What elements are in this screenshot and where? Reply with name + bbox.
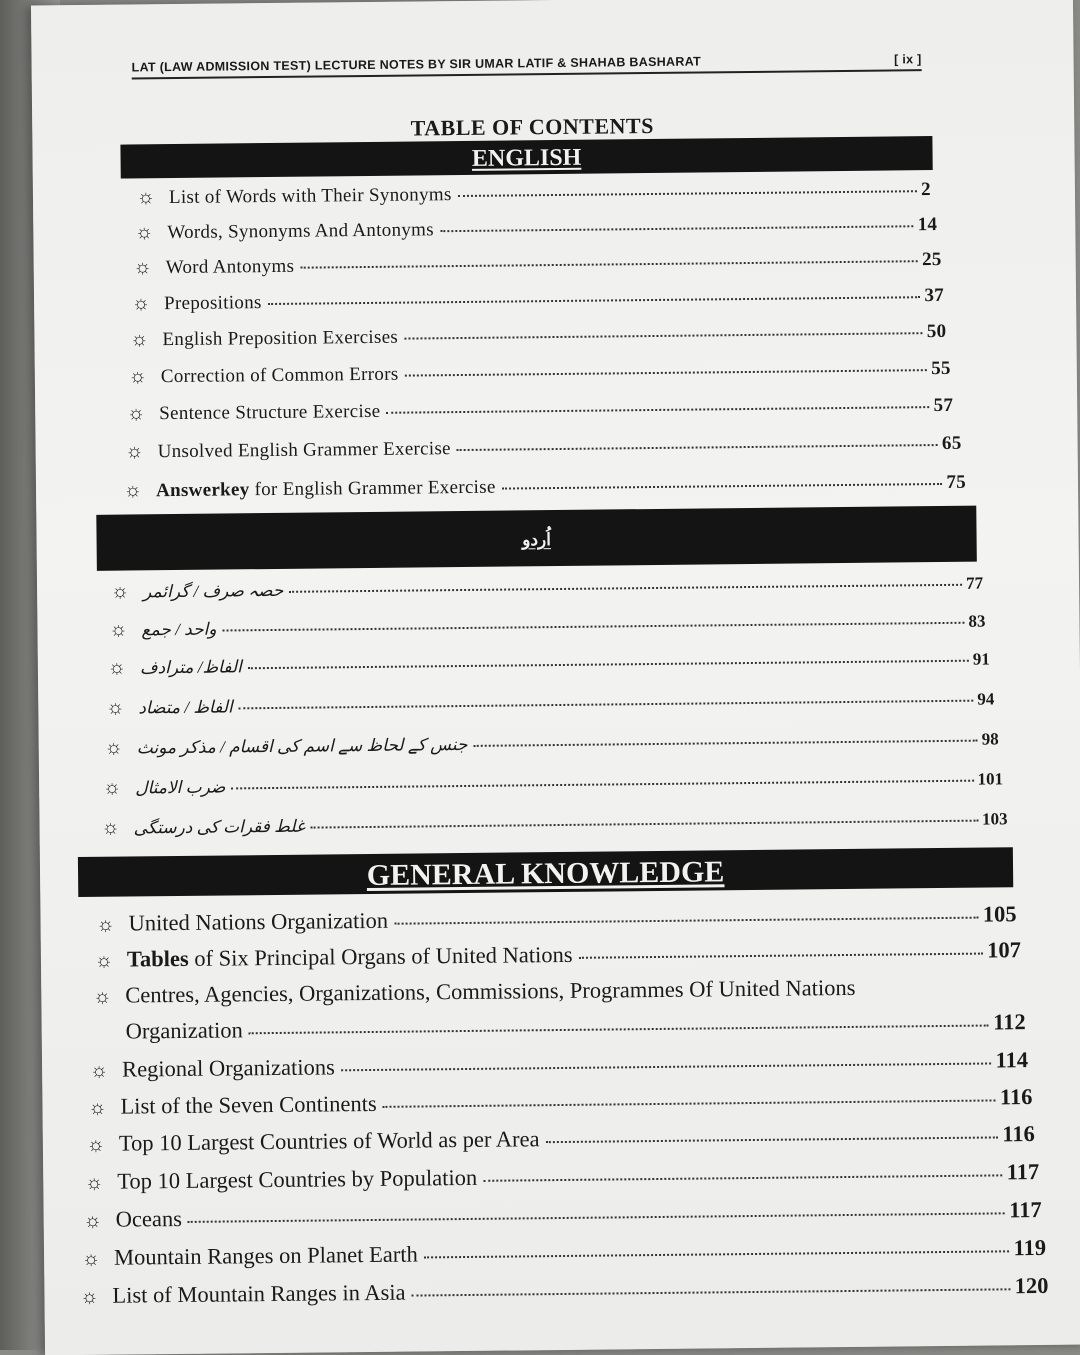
entry-page: 77 <box>965 573 984 593</box>
toc-entry <box>122 432 962 464</box>
entry-label: Sentence Structure Exercise <box>159 400 381 425</box>
entry-page: 117 <box>1006 1158 1040 1185</box>
entry-page: 37 <box>924 284 945 307</box>
sun-bullet-icon: ☼ <box>94 949 114 972</box>
sun-bullet-icon: ☼ <box>106 696 125 719</box>
leader-dots <box>473 740 977 747</box>
entry-page: 55 <box>931 357 951 380</box>
leader-dots <box>458 190 918 197</box>
leader-dots <box>231 780 973 790</box>
sun-bullet-icon: ☼ <box>128 365 148 388</box>
entry-label: English Preposition Exercises <box>162 326 399 351</box>
entry-page: 101 <box>977 769 1004 789</box>
leader-dots <box>222 622 964 632</box>
leader-dots <box>311 820 978 829</box>
sun-bullet-icon: ☼ <box>86 1133 106 1156</box>
entry-label: List of Mountain Ranges in Asia <box>112 1279 406 1308</box>
toc-entry <box>123 394 953 426</box>
toc-entry-urdu <box>97 807 1007 840</box>
toc-entry-urdu <box>107 572 983 604</box>
sun-bullet-icon: ☼ <box>110 580 130 603</box>
sun-bullet-icon: ☼ <box>126 402 146 425</box>
sun-bullet-icon: ☼ <box>80 1285 99 1309</box>
entry-label: جنس کے لحاظ سے اسم کی اقسام / مذکر مونث <box>136 734 468 758</box>
leader-dots <box>289 584 962 593</box>
toc-entry-urdu <box>101 727 999 759</box>
entry-label: Correction of Common Errors <box>160 363 399 388</box>
leader-dots <box>386 406 929 414</box>
entry-label: Oceans <box>115 1205 183 1232</box>
entry-page: 120 <box>1014 1272 1049 1299</box>
entry-page: 50 <box>926 320 947 343</box>
section-band-urdu <box>96 506 977 571</box>
entry-page: 65 <box>941 432 962 454</box>
entry-label: واحد / جمع <box>141 619 217 640</box>
section-heading-english: ENGLISH <box>471 144 582 172</box>
page-marker: [ ix ] <box>893 52 922 67</box>
entry-page: 75 <box>946 471 967 493</box>
entry-page: 119 <box>1013 1234 1047 1261</box>
leader-dots <box>483 1174 1003 1181</box>
entry-page: 105 <box>982 901 1017 927</box>
sun-bullet-icon: ☼ <box>130 328 149 351</box>
sun-bullet-icon: ☼ <box>81 1247 101 1271</box>
toc-entry <box>83 1121 1035 1157</box>
leader-dots <box>268 296 921 305</box>
leader-dots <box>502 483 943 490</box>
entry-label: List of the Seven Continents <box>120 1090 377 1119</box>
entry-label: Mountain Ranges on Planet Earth <box>113 1241 418 1270</box>
entry-page: 94 <box>977 689 995 709</box>
leader-dots <box>579 953 984 959</box>
sun-bullet-icon: ☼ <box>104 736 124 759</box>
sun-bullet-icon: ☼ <box>133 256 153 279</box>
sun-bullet-icon: ☼ <box>102 776 122 799</box>
toc-entry-urdu <box>102 687 994 719</box>
entry-page: 25 <box>921 248 942 271</box>
sun-bullet-icon: ☼ <box>85 1171 104 1194</box>
entry-label: Word Antonyms <box>165 255 295 279</box>
toc-entry <box>84 1084 1032 1120</box>
toc-entry <box>120 471 966 503</box>
toc-entry <box>125 357 951 389</box>
leader-dots <box>424 1250 1010 1258</box>
entry-page: 116 <box>1002 1121 1035 1147</box>
leader-dots <box>404 369 927 376</box>
toc-entry-urdu <box>104 647 990 679</box>
sun-bullet-icon: ☼ <box>101 816 120 839</box>
sun-bullet-icon: ☼ <box>96 913 115 936</box>
section-heading-gk: GENERAL KNOWLEDGE <box>366 855 725 893</box>
leader-dots <box>188 1212 1005 1223</box>
sun-bullet-icon: ☼ <box>125 440 145 463</box>
toc-entry <box>91 937 1021 973</box>
entry-page: 98 <box>981 729 999 749</box>
section-heading-urdu: اُردو <box>522 530 552 550</box>
toc-entry <box>86 1047 1028 1083</box>
entry-page: 117 <box>1008 1196 1042 1223</box>
entry-label-bold: Tables <box>126 945 189 972</box>
leader-dots <box>300 260 918 268</box>
toc-entry <box>92 901 1016 937</box>
toc-entry <box>89 973 1019 1009</box>
toc-entry <box>81 1159 1039 1195</box>
toc-entry <box>80 1197 1042 1233</box>
entry-page: 2 <box>921 179 932 201</box>
entry-label: United Nations Organization <box>128 907 389 936</box>
sun-bullet-icon: ☼ <box>109 618 128 641</box>
sun-bullet-icon: ☼ <box>93 985 112 1008</box>
leader-dots <box>239 700 974 710</box>
entry-label: ضرب الامثال <box>135 777 226 798</box>
entry-page: 116 <box>999 1084 1033 1110</box>
leader-dots <box>383 1099 996 1107</box>
toc-entry <box>126 320 946 352</box>
sun-bullet-icon: ☼ <box>88 1096 107 1119</box>
entry-label: Regional Organizations <box>121 1054 335 1082</box>
entry-label: of Six Principal Organs of United Nations <box>188 941 573 971</box>
entry-label: حصہ صرف / گرائمر <box>143 580 284 602</box>
entry-label: Unsolved English Grammer Exercise <box>157 438 451 463</box>
entry-label: الفاظ/ مترادف <box>139 657 242 678</box>
toc-entry-urdu <box>105 610 985 642</box>
entry-page: 114 <box>995 1047 1029 1073</box>
entry-label: List of Words with Their Synonyms <box>168 184 452 209</box>
toc-entry <box>76 1273 1048 1309</box>
sun-bullet-icon: ☼ <box>134 221 154 244</box>
book-page <box>31 0 1080 1355</box>
entry-page: 14 <box>917 214 938 236</box>
sun-bullet-icon: ☼ <box>89 1059 109 1082</box>
leader-dots <box>440 225 914 232</box>
section-band-general-knowledge <box>78 847 1013 897</box>
running-title: LAT (LAW ADMISSION TEST) LECTURE NOTES BY SIR UMAR LATIF & SHAHAB BASHARAT <box>131 54 702 75</box>
entry-label: Prepositions <box>163 292 262 315</box>
leader-dots <box>249 1025 989 1035</box>
entry-label-continued: Organization <box>125 1017 243 1044</box>
leader-dots <box>394 917 979 925</box>
toc-entry <box>78 1235 1046 1271</box>
sun-bullet-icon: ☼ <box>123 479 143 502</box>
leader-dots <box>457 444 938 451</box>
leader-dots <box>412 1288 1011 1296</box>
entry-label-bold: Answerkey <box>155 479 250 502</box>
toc-title: TABLE OF CONTENTS <box>410 112 654 141</box>
sun-bullet-icon: ☼ <box>83 1209 102 1233</box>
entry-page: 112 <box>993 1009 1026 1035</box>
section-band-english <box>120 136 932 179</box>
entry-page: 83 <box>968 611 986 631</box>
entry-label: for English Grammer Exercise <box>249 476 496 501</box>
entry-page: 107 <box>987 937 1022 963</box>
leader-dots <box>546 1136 999 1143</box>
toc-entry-continuation <box>126 1009 1026 1044</box>
entry-label: Words, Synonyms And Antonyms <box>167 219 435 244</box>
leader-dots <box>341 1062 992 1071</box>
entry-label: الفاظ / متضاد <box>138 697 233 718</box>
sun-bullet-icon: ☼ <box>131 292 151 315</box>
toc-entry <box>128 284 944 316</box>
sun-bullet-icon: ☼ <box>136 186 156 209</box>
entry-page: 103 <box>981 809 1008 829</box>
entry-label: غلط فقرات کی درستگی <box>133 816 305 838</box>
entry-label: Centres, Agencies, Organizations, Commissions, Programmes Of United Nations <box>125 974 856 1008</box>
entry-page: 57 <box>933 394 954 417</box>
entry-label: Top 10 Largest Countries by Population <box>117 1164 478 1194</box>
leader-dots <box>404 332 923 339</box>
toc-entry <box>130 248 942 280</box>
running-header <box>132 52 922 79</box>
leader-dots <box>248 660 969 670</box>
entry-page: 91 <box>972 649 990 669</box>
toc-entry <box>133 178 931 209</box>
entry-label: Top 10 Largest Countries of World as per Area <box>118 1126 540 1156</box>
sun-bullet-icon: ☼ <box>107 656 127 679</box>
toc-entry-urdu <box>99 767 1003 799</box>
toc-entry <box>131 213 937 244</box>
